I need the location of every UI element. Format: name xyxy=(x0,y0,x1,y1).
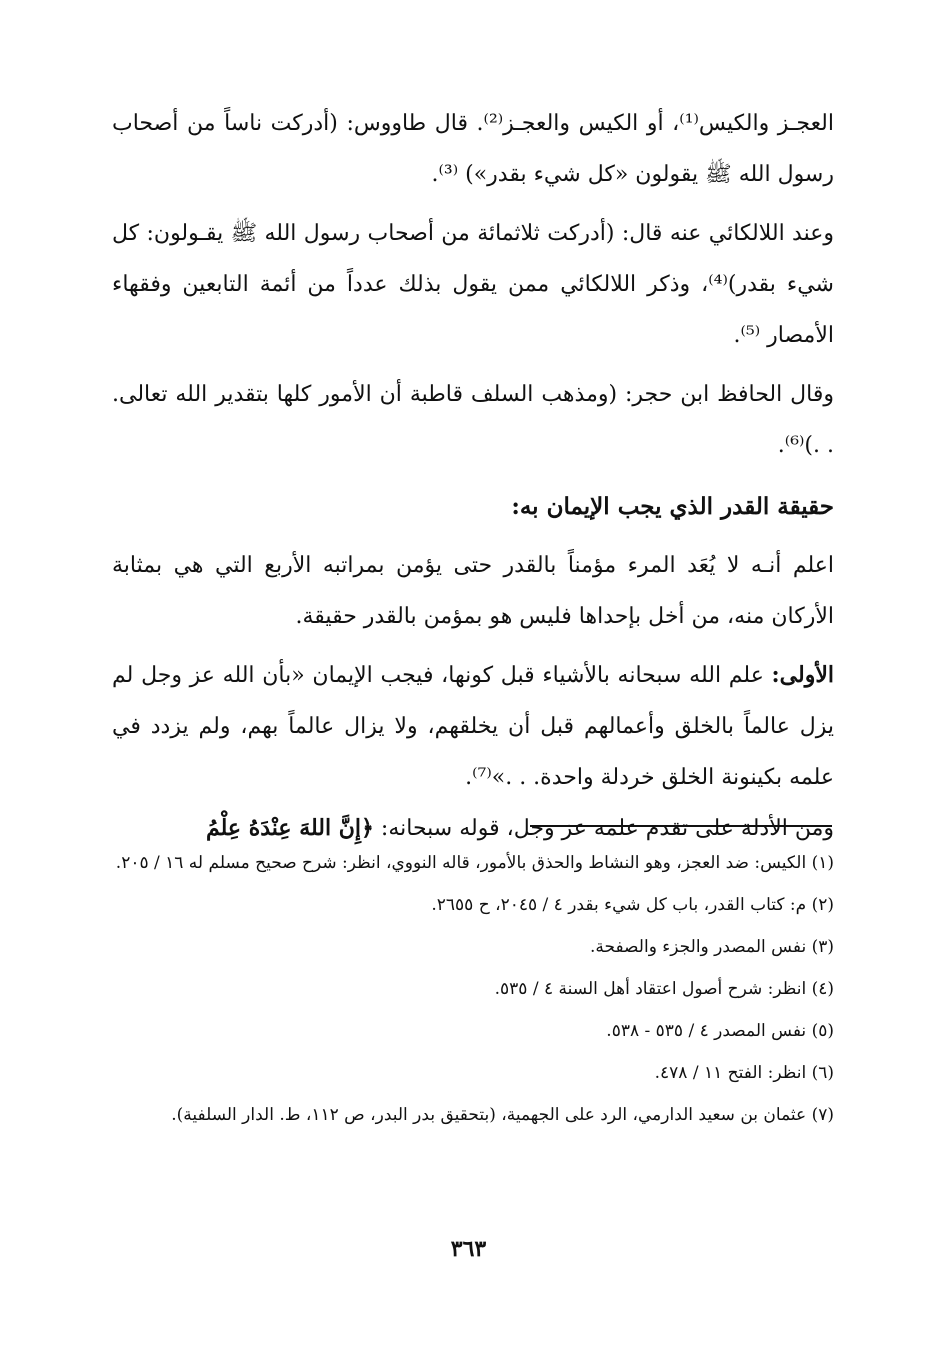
evidence-text: ومن الأدلة على تقدم علمه عز وجل، قوله سبحانه: xyxy=(373,816,834,841)
footnote-7: (٧) عثمان بن سعيد الدارمي، الرد على الجهمية، (بتحقيق بدر البدر، ص ١١٢، ط. الدار السلفية). xyxy=(171,1105,834,1125)
page-number: ٣٦٣ xyxy=(450,1236,487,1262)
footnote-3: (٣) نفس المصدر والجزء والصفحة. xyxy=(589,937,834,957)
paragraph-tawus: العجـز والكيس⁽¹⁾، أو الكيس والعجـز⁽²⁾. قال طاووس: (أدركت ناساً من أصحاب رسول الله ﷺ يقولون «كل شيء بقدر») ⁽³⁾. xyxy=(112,111,834,187)
paragraph-ibn-hajar: وقال الحافظ ابن حجر: (ومذهب السلف قاطبة أن الأمور كلها بتقدير الله تعالى. . .)⁽⁶⁾. xyxy=(112,382,834,458)
main-text xyxy=(112,98,834,854)
footnote-5: (٥) نفس المصدر ٤ / ٥٣٥ - ٥٣٨. xyxy=(606,1021,834,1041)
footnote-divider xyxy=(530,825,832,827)
section-heading: حقيقة القدر الذي يجب الإيمان به: xyxy=(511,493,834,520)
footnote-2: (٢) م: كتاب القدر، باب كل شيء بقدر ٤ / ٢٠٤٥، ح ٢٦٥٥. xyxy=(431,895,834,915)
footnote-4: (٤) انظر: شرح أصول اعتقاد أهل السنة ٤ / ٥٣٥. xyxy=(494,979,834,999)
footnote-6: (٦) انظر: الفتح ١١ / ٤٧٨. xyxy=(654,1063,834,1083)
paragraph-first-level xyxy=(112,650,834,803)
paragraph-lalakai: وعند اللالكائي عنه قال: (أدركت ثلاثمائة من أصحاب رسول الله ﷺ يقـولون: كل شيء بقدر)⁽⁴⁾، وذكر اللالكائي ممن يقول بذلك عدداً من أئمة التابعين وفقهاء الأمصار ⁽⁵⁾. xyxy=(112,221,834,348)
first-level-text: علم الله سبحانه بالأشياء قبل كونها، فيجب الإيمان «بأن الله عز وجل لم يزل عالماً بالخلق وأعمالهم قبل أن يخلقهم، ولا يزال عالماً بهم، ولم يزدد في علمه بكينونة الخلق خردلة واحدة. . .»⁽⁷⁾. xyxy=(112,663,834,790)
footnotes xyxy=(112,842,834,1136)
first-level-label: الأولى: xyxy=(771,662,834,688)
paragraph-four-levels: اعلم أنـه لا يُعَد المرء مؤمناً بالقدر حتى يؤمن بمراتبه الأربع التي هي بمثابة الأركان منه، من أخل بإحداها فليس هو بمؤمن بالقدر حقيقة. xyxy=(112,553,834,629)
footnote-1: (١) الكيس: ضد العجز، وهو النشاط والحذق بالأمور، قاله النووي، انظر: شرح صحيح مسلم له ١٦ / ٢٠٥. xyxy=(115,853,834,873)
quran-verse: ﴿إِنَّ اللهَ عِنْدَهُ عِلْمُ xyxy=(206,815,374,841)
